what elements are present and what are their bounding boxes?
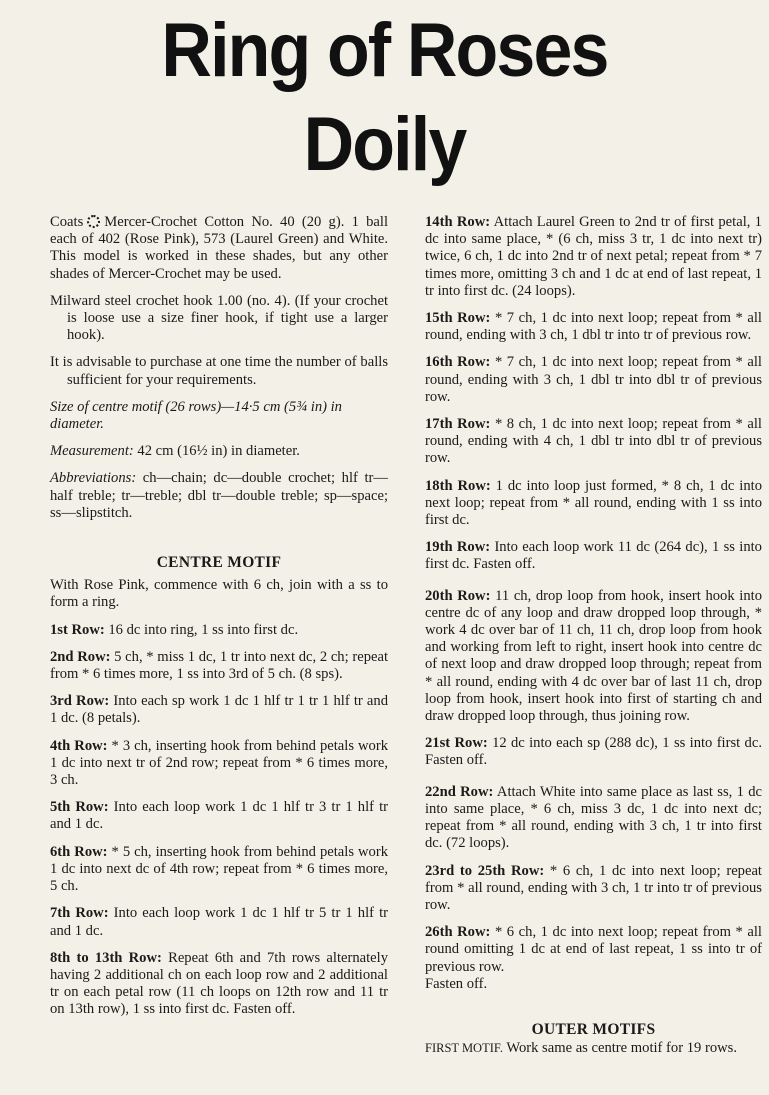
first-motif-paragraph <box>425 1040 762 1057</box>
row-label: 5th Row: <box>50 799 109 816</box>
row-text: Into each loop work 1 dc 1 hlf tr 5 tr 1 hlf tr and 1 dc. <box>50 905 388 939</box>
row-label: 6th Row: <box>50 843 108 860</box>
pattern-row <box>425 416 762 468</box>
pattern-row <box>425 588 762 726</box>
row-label: 17th Row: <box>425 416 491 433</box>
row-text: 5 ch, * miss 1 dc, 1 tr into next dc, 2 ch; repeat from * 6 times more, 1 ss into 3rd of 5 ch. (8 sps). <box>50 648 388 683</box>
pattern-row <box>425 784 762 853</box>
row-text: * 5 ch, inserting hook from behind petals work 1 dc into next dc of 4th row; repeat from * 6 times more, 5 ch. <box>50 843 388 895</box>
first-motif-text: Work same as centre motif for 19 rows. <box>502 1040 737 1057</box>
row-text: 1 dc into loop just formed, * 8 ch, 1 dc into next loop; repeat from * all round, ending with 1 ss into first dc. <box>425 477 762 529</box>
row-label: 8th to 13th Row: <box>50 949 162 966</box>
pattern-row <box>50 905 388 939</box>
materials-text: Mercer-Crochet Cotton No. 40 (20 g). 1 ball each of 402 (Rose Pink), 573 (Laurel Green) and White. This model is worked in these shades, but any other shades of Mercer-Crochet may be used. <box>50 214 388 282</box>
row-text: Attach Laurel Green to 2nd tr of first petal, 1 dc into same place, * (6 ch, miss 3 tr, 1 dc into next tr) twice, 6 ch, 1 dc into 2nd tr of next petal; repeat from * 7 times more, omitting 3 ch and 1 dc at end of last repeat, 1 tr into first dc. (24 loops). <box>425 214 762 299</box>
pattern-row <box>50 738 388 790</box>
abbreviations-value: ch—chain; dc—double crochet; hlf tr—half treble; tr—treble; dbl tr—double treble; sp—space; ss—slipstitch. <box>50 470 388 521</box>
row-text: 12 dc into each sp (288 dc), 1 ss into first dc. Fasten off. <box>425 735 762 769</box>
row-label: 19th Row: <box>425 539 491 556</box>
left-column <box>50 214 388 1029</box>
pattern-row <box>50 844 388 896</box>
coats-ring-logo-icon <box>87 215 100 228</box>
materials-paragraph <box>50 214 388 283</box>
measurement-paragraph <box>50 443 388 460</box>
pattern-row <box>425 354 762 406</box>
centre-motif-heading: CENTRE MOTIF <box>156 554 282 572</box>
row-label: 22nd Row: <box>425 783 494 800</box>
row-label: 21st Row: <box>425 735 488 752</box>
pattern-row <box>425 478 762 530</box>
measurement-label: Measurement: <box>50 443 134 460</box>
row-label: 18th Row: <box>425 477 491 494</box>
row-label: 2nd Row: <box>50 648 111 665</box>
row-text: * 6 ch, 1 dc into next loop; repeat from * all round omitting 1 dc at end of last repeat, 1 ss into tr of previous row. <box>425 924 762 975</box>
abbreviations-label: Abbreviations: <box>50 470 137 487</box>
pattern-row <box>50 693 388 727</box>
row-text: Into each loop work 11 dc (264 dc), 1 ss into first dc. Fasten off. <box>425 539 762 573</box>
pattern-row <box>50 622 388 639</box>
centre-motif-intro: With Rose Pink, commence with 6 ch, join with a ss to form a ring. <box>50 577 388 611</box>
row-label: 3rd Row: <box>50 693 110 710</box>
size-paragraph: Size of centre motif (26 rows)—14·5 cm (5¾ in) in diameter. <box>50 398 342 433</box>
row-label: 14th Row: <box>425 214 491 230</box>
row-label: 26th Row: <box>425 924 491 941</box>
pattern-row <box>425 310 762 344</box>
row-text: 11 ch, drop loop from hook, insert hook into centre dc of any loop and draw dropped loop through, * work 4 dc over bar of 11 ch, 11 ch, drop loop from hook and working from left to right, insert hook into centre dc of next loop and draw dropped loop through; repeat from * all round, ending with 4 dc over bar of last 11 ch, drop loop from hook, insert hook into first of starting ch and draw dropped loop through, thus joining row. <box>425 587 762 725</box>
row-text: Repeat 6th and 7th rows alternately having 2 additional ch on each loop row and 2 additional tr on each petal row (11 ch loops on 12th row and 11 tr on 13th row), 1 ss into first dc. Fasten off. <box>50 949 388 1018</box>
pattern-row <box>425 735 762 769</box>
row-label: 15th Row: <box>425 310 491 327</box>
pattern-title <box>31 0 738 192</box>
row-label: 23rd to 25th Row: <box>425 862 545 879</box>
row-label: 20th Row: <box>425 587 491 604</box>
row-text: Into each sp work 1 dc 1 hlf tr 1 tr 1 hlf tr and 1 dc. (8 petals). <box>50 693 388 727</box>
fasten-off-note: Fasten off. <box>425 975 488 992</box>
measurement-value: 42 cm (16½ in) in diameter. <box>133 443 300 460</box>
pattern-row <box>425 214 762 300</box>
row-text: * 6 ch, 1 dc into next loop; repeat from * all round, ending with 3 ch, 1 tr into tr of previous row. <box>425 862 762 913</box>
row-text: * 8 ch, 1 dc into next loop; repeat from * all round, ending with 4 ch, 1 dbl tr into dbl tr of previous row. <box>425 416 762 467</box>
row-text: * 7 ch, 1 dc into next loop; repeat from * all round, ending with 3 ch, 1 dbl tr into dbl tr of previous row. <box>425 354 762 405</box>
row-label: 4th Row: <box>50 737 108 754</box>
row-text: * 7 ch, 1 dc into next loop; repeat from * all round, ending with 3 ch, 1 dbl tr into tr of previous row. <box>425 310 762 344</box>
pattern-row <box>50 950 388 1019</box>
pattern-row <box>50 649 388 683</box>
hook-paragraph: Milward steel crochet hook 1.00 (no. 4). (If your crochet is loose use a size finer hook, if tight use a larger hook). <box>50 292 388 344</box>
advice-paragraph: It is advisable to purchase at one time the number of balls sufficient for your requirements. <box>50 354 388 388</box>
row-text: Attach White into same place as last ss, 1 dc into same place, * 6 ch, miss 3 dc, 1 dc into next dc; repeat from * all round, ending with 3 ch, 1 tr into first dc. (72 loops). <box>425 783 762 852</box>
row-text: 16 dc into ring, 1 ss into first dc. <box>104 621 299 638</box>
row-label: 7th Row: <box>50 905 109 922</box>
abbreviations-paragraph <box>50 470 388 522</box>
pattern-row <box>425 924 762 976</box>
pattern-row <box>50 799 388 833</box>
pattern-row <box>425 863 762 915</box>
right-column <box>425 214 762 1067</box>
first-motif-label: FIRST MOTIF. <box>425 1041 503 1056</box>
outer-motifs-heading: OUTER MOTIFS <box>531 1020 656 1038</box>
brand-name: Coats <box>50 214 84 230</box>
row-text: Into each loop work 1 dc 1 hlf tr 3 tr 1 hlf tr and 1 dc. <box>50 799 388 833</box>
title-line-2: Doily <box>303 102 466 187</box>
title-line-1: Ring of Roses <box>161 8 608 93</box>
row-text: * 3 ch, inserting hook from behind petals work 1 dc into next tr of 2nd row; repeat from * 6 times more, 3 ch. <box>50 737 388 789</box>
row-label: 16th Row: <box>425 354 491 371</box>
row-label: 1st Row: <box>50 621 105 638</box>
pattern-row <box>425 539 762 573</box>
